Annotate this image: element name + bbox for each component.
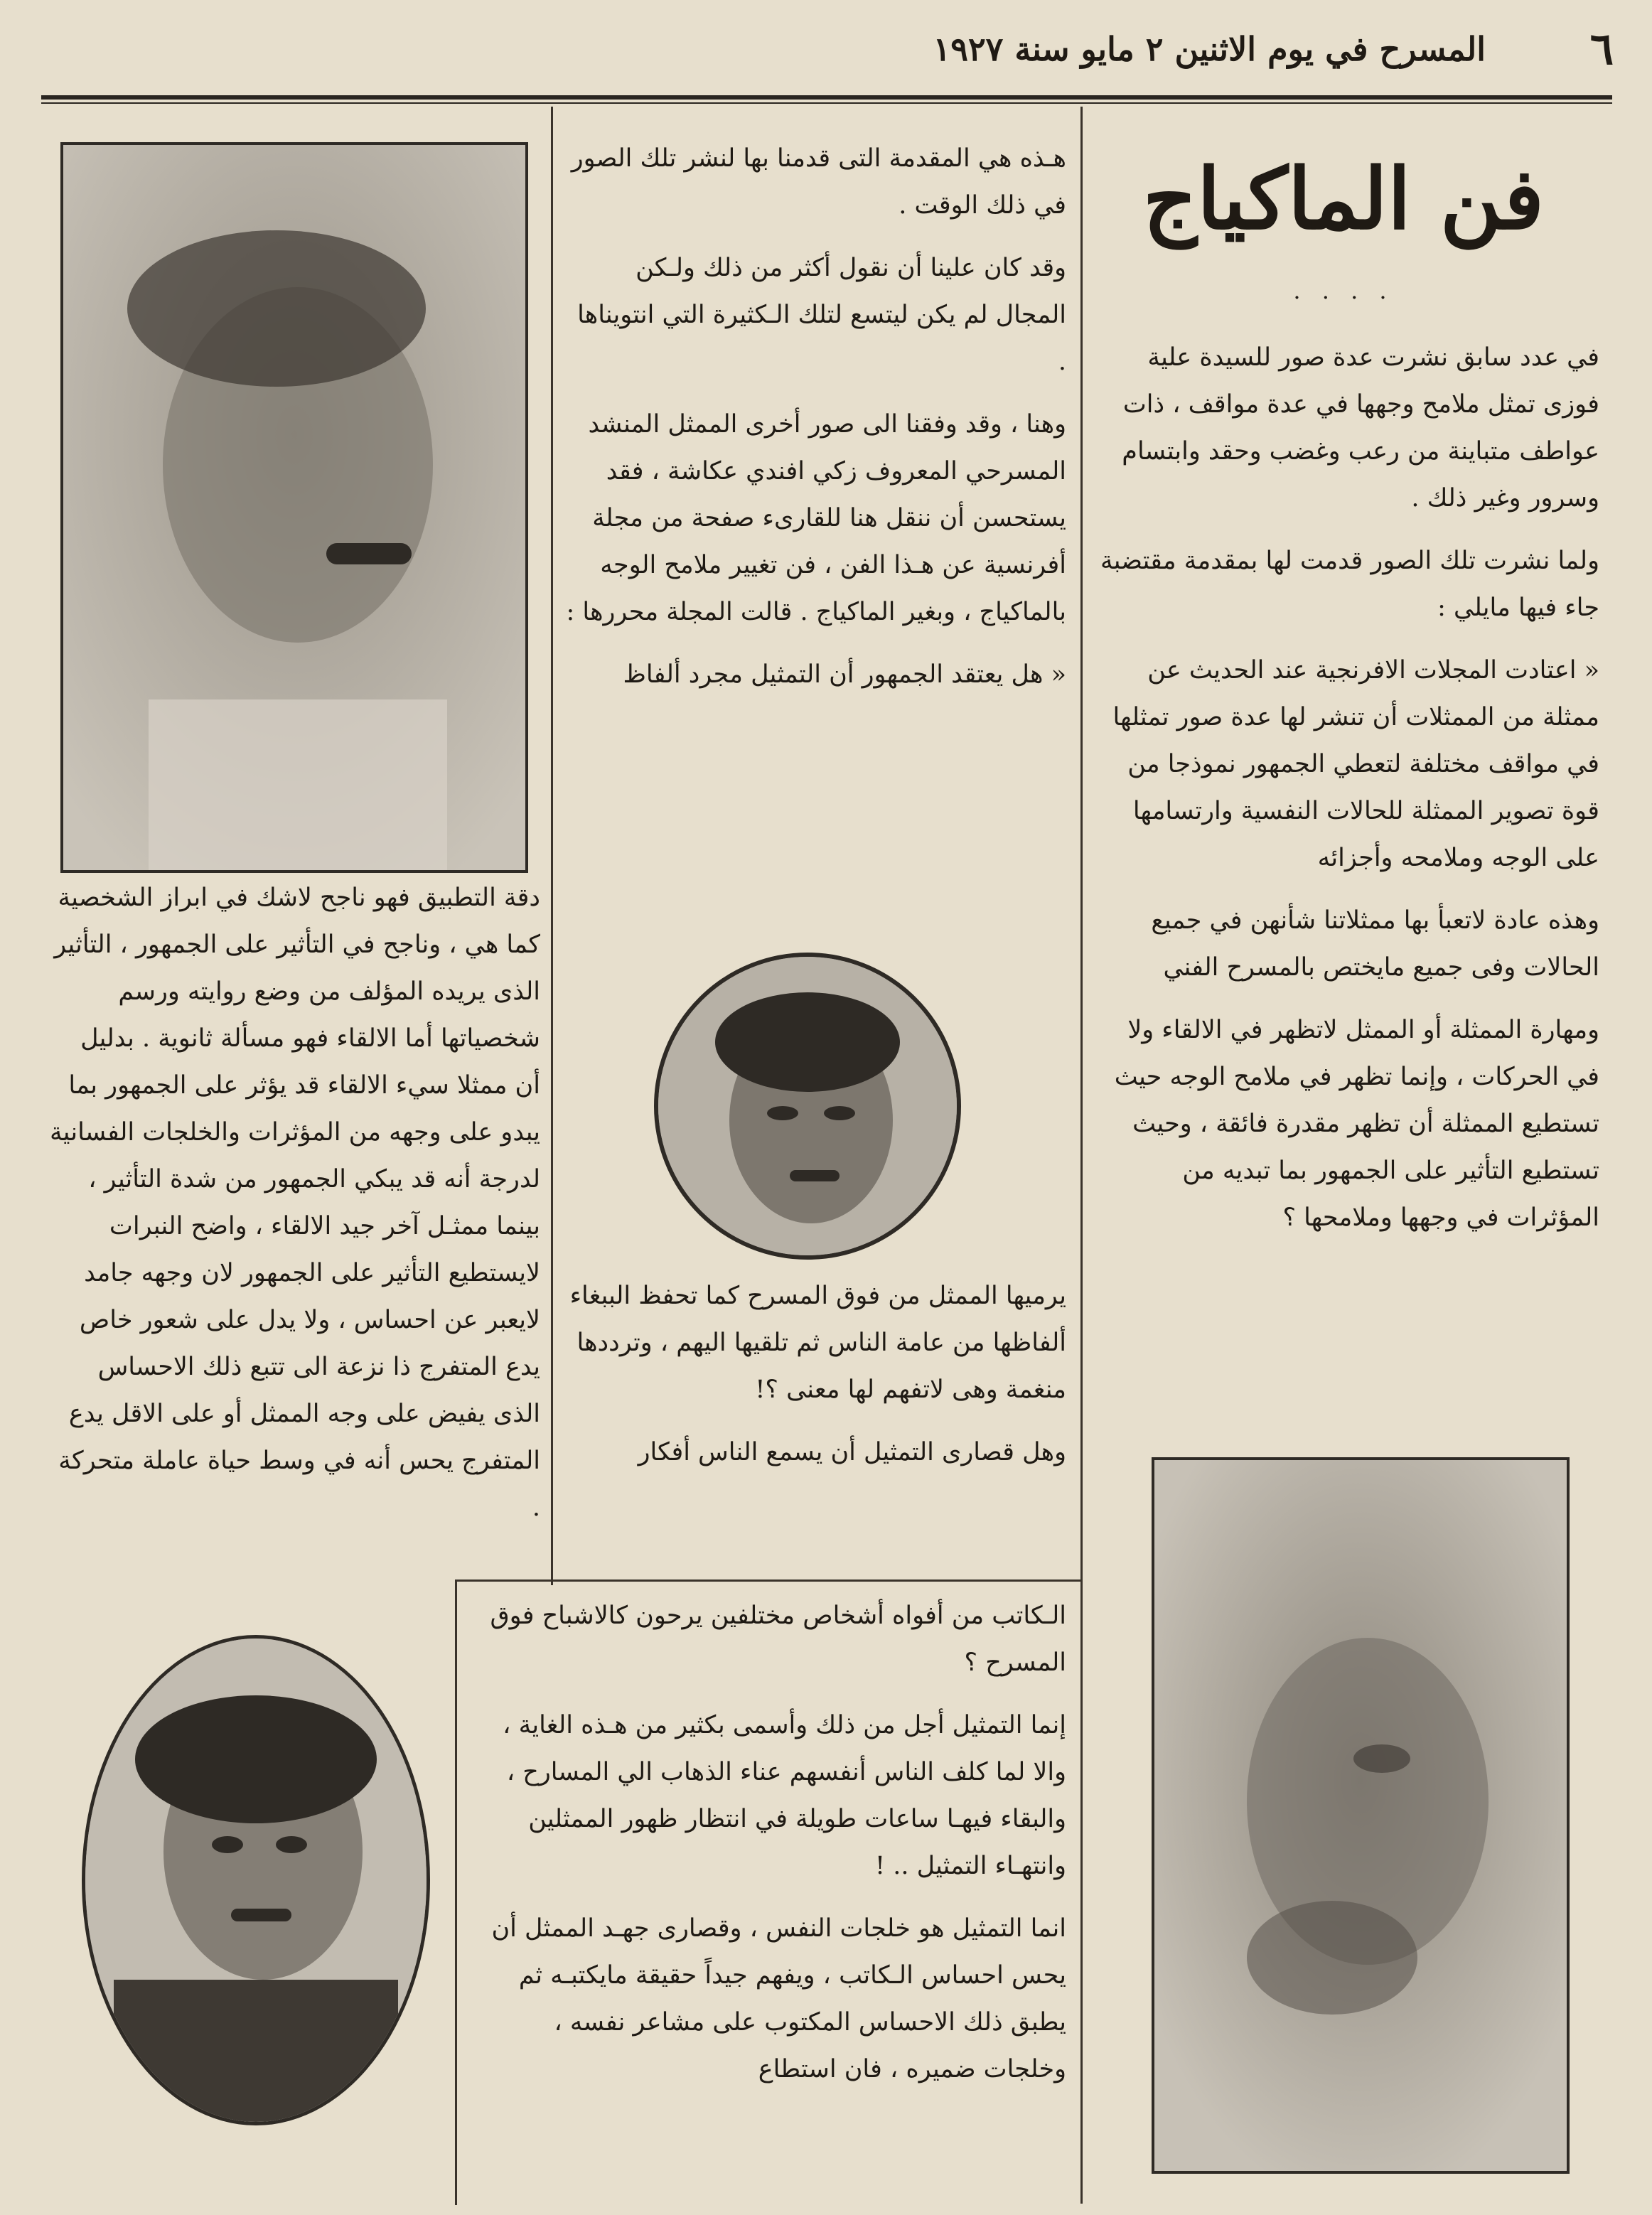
paragraph: يرميها الممثل من فوق المسرح كما تحفظ الببغاء ألفاظها من عامة الناس ثم تلقيها اليهم ، وترددها منغمة وهى لاتفهم لها معنى ؟!	[569, 1282, 1066, 1404]
masthead-rule	[41, 95, 1612, 100]
column-divider-bottom	[455, 1580, 457, 2205]
photo-image	[658, 957, 957, 1255]
masthead	[43, 23, 1614, 78]
portrait-photo-center-round	[654, 953, 961, 1260]
page-number: ٦	[1589, 23, 1614, 75]
left-column	[50, 874, 540, 1578]
photo-image	[85, 1639, 427, 2122]
paragraph: وقد كان علينا أن نقول أكثر من ذلك ولـكن المجال لم يكن ليتسع لتلك الـكثيرة التي انتويناها .	[577, 254, 1066, 376]
paragraph: في عدد سابق نشرت عدة صور للسيدة علية فوزى تمثل ملامح وجهها في عدة مواقف ، ذات عواطف متباينة من رعب وغضب وحقد وابتسام وسرور وغير ذلك .	[1122, 343, 1599, 513]
middle-column-top	[562, 135, 1066, 860]
portrait-photo-bottom-right	[1152, 1457, 1570, 2174]
middle-column-bottom	[469, 1592, 1066, 2204]
photo-image	[1154, 1460, 1567, 2171]
paragraph: إنما التمثيل أجل من ذلك وأسمى بكثير من هـذه الغاية ، والا لما كلف الناس أنفسهم عناء الذهاب الي المسارح ، والبقاء فيهـا ساعات طويلة في انتظار ظهور الممثلين وانتهـاء التمثيل .. !	[503, 1711, 1066, 1880]
paragraph: دقة التطبيق فهو ناجح لاشك في ابراز الشخصية كما هي ، وناجح في التأثير على الجمهور ، التأثير الذى يريده المؤلف من وضع روايته ورسم شخصياتها أما الالقاء فهو مسألة ثانوية . بدليل أن ممثلا سيء الالقاء قد يؤثر على الجمهور بما يبدو على وجهه من المؤثرات والخلجات الفسانية لدرجة أنه قد يبكي الجمهور من شدة التأثير ، بينما ممثـل آخر جيد الالقاء ، واضح النبرات لايستطيع التأثير على الجمهور لان وجهه جامد لايعبر عن احساس ، ولا يدل على شعور خاص يدع المتفرج ذا نزعة الى تتبع ذلك الاحساس الذى يفيض على وجه الممثل أو على الاقل يدع المتفرج يحس أنه في وسط حياة عاملة متحركة .	[50, 884, 540, 1522]
column-divider-right	[1080, 107, 1083, 2204]
paragraph: « اعتادت المجلات الافرنجية عند الحديث عن ممثلة من الممثلات أن تنشر لها عدة صور تمثلها في مواقف مختلفة لتعطي الجمهور نموذجا من قوة تصوير الممثلة للحالات النفسية وارتسامها على الوجه وملامحه وأجزائه	[1112, 656, 1599, 872]
right-column	[1095, 334, 1599, 1443]
masthead-title: المسرح في يوم الاثنين ٢ مايو سنة ١٩٢٧	[933, 30, 1486, 68]
paragraph: ومهارة الممثلة أو الممثل لاتظهر في الالقاء ولا في الحركات ، وإنما تظهر في ملامح الوجه حيث تستطيع الممثلة أن تظهر مقدرة فائقة ، وحيث تستطيع التأثير على الجمهور بما تبديه من المؤثرات في وجهها وملامحها ؟	[1114, 1016, 1599, 1232]
paragraph: وهذه عادة لاتعبأ بها ممثلاتنا شأنهن في جميع الحالات وفى جميع مايختص بالمسرح الفني	[1151, 906, 1599, 982]
paragraph: الـكاتب من أفواه أشخاص مختلفين يرحون كالاشباح فوق المسرح ؟	[490, 1602, 1066, 1677]
portrait-photo-top-left	[60, 142, 528, 873]
headline: فن الماكياج	[1142, 149, 1545, 248]
paragraph: ولما نشرت تلك الصور قدمت لها بمقدمة مقتضبة جاء فيها مايلي :	[1100, 547, 1599, 622]
column-divider-left	[551, 107, 553, 1585]
paragraph: انما التمثيل هو خلجات النفس ، وقصارى جهـد الممثل أن يحس احساس الـكاتب ، ويفهم جيداً حقيقة مايكتبـه ثم يطبق ذلك الاحساس المكتوب على مشاعر نفسه ، وخلجات ضميره ، فان استطاع	[491, 1914, 1066, 2083]
paragraph: هـذه هي المقدمة التى قدمنا بها لنشر تلك الصور في ذلك الوقت .	[571, 144, 1066, 220]
portrait-photo-bottom-left-oval	[82, 1635, 430, 2125]
bottom-section-rule	[455, 1580, 1080, 1582]
paragraph: « هل يعتقد الجمهور أن التمثيل مجرد ألفاظ	[623, 660, 1066, 689]
paragraph: وهل قصارى التمثيل أن يسمع الناس أفكار	[638, 1438, 1066, 1466]
headline-divider: . . . .	[1293, 277, 1394, 304]
masthead-rule-thin	[41, 102, 1612, 104]
paragraph: وهنا ، وقد وفقنا الى صور أخرى الممثل المنشد المسرحي المعروف زكي افندي عكاشة ، فقد يستحسن أن ننقل هنا للقارىء صفحة من مجلة أفرنسية عن هـذا الفن ، فن تغيير ملامح الوجه بالماكياج ، وبغير الماكياج . قالت المجلة محررها :	[566, 410, 1066, 626]
photo-image	[63, 145, 525, 870]
middle-column-mid	[562, 1272, 1066, 1571]
